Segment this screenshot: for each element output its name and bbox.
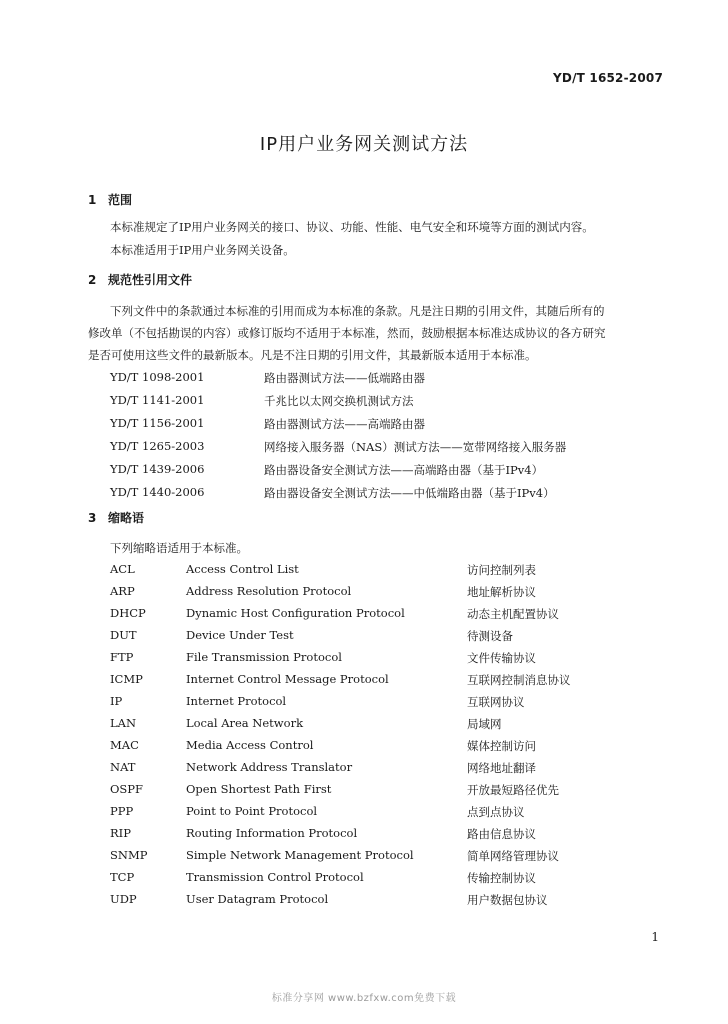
section-2-intro-line: 下列文件中的条款通过本标准的引用而成为本标准的条款。凡是注日期的引用文件，其随后所有的 [110,304,605,318]
abbreviation: ACL [110,562,135,576]
abbreviation: MAC [110,738,139,752]
abbreviation: PPP [110,804,134,818]
abbreviation: TCP [110,870,135,884]
abbreviation: OSPF [110,782,144,796]
abbreviation-chinese-name: 访问控制列表 [467,563,536,577]
abbreviation-full-name: Open Shortest Path First [186,782,332,796]
abbreviation-full-name: Internet Protocol [186,694,287,708]
abbreviation-chinese-name: 动态主机配置协议 [467,607,559,621]
page-title: IP用户业务网关测试方法 [259,134,469,155]
reference-code: YD/T 1156-2001 [110,416,205,430]
section-2-heading [88,271,192,288]
abbreviation-chinese-name: 开放最短路径优先 [467,783,559,797]
abbreviation: ICMP [110,672,143,686]
section-title: 缩略语 [108,511,145,525]
standard-code: YD/T 1652-2007 [553,71,663,85]
section-number: 3 [88,511,97,525]
abbreviation-full-name: Address Resolution Protocol [186,584,352,598]
footer-watermark: 标准分享网 www.bzfxw.com免费下载 [271,993,457,1004]
abbreviation-chinese-name: 地址解析协议 [467,585,536,599]
abbreviation: UDP [110,892,137,906]
abbreviation-full-name: Simple Network Management Protocol [186,848,414,862]
reference-title: 路由器设备安全测试方法——中低端路由器（基于IPv4） [264,486,555,500]
reference-title: 路由器设备安全测试方法——高端路由器（基于IPv4） [264,463,544,477]
abbreviation-chinese-name: 媒体控制访问 [467,739,536,753]
abbreviation-chinese-name: 简单网络管理协议 [467,849,559,863]
abbreviation-full-name: File Transmission Protocol [186,650,342,664]
reference-title: 网络接入服务器（NAS）测试方法——宽带网络接入服务器 [264,440,567,454]
abbreviation: RIP [110,826,131,840]
abbreviation-full-name: Point to Point Protocol [186,804,318,818]
section-1-paragraph: 本标准适用于IP用户业务网关设备。 [110,243,295,257]
section-number: 1 [88,193,97,207]
reference-title: 路由器测试方法——低端路由器 [264,371,425,385]
reference-code: YD/T 1440-2006 [110,485,205,499]
abbreviation: IP [110,694,123,708]
abbreviation-chinese-name: 路由信息协议 [467,827,536,841]
abbreviation: DHCP [110,606,146,620]
reference-title: 路由器测试方法——高端路由器 [264,417,425,431]
abbreviation-chinese-name: 互联网控制消息协议 [467,673,571,687]
section-2-intro-line: 修改单（不包括勘误的内容）或修订版均不适用于本标准，然而，鼓励根据本标准达成协议的各方研究 [88,326,606,340]
abbreviation: NAT [110,760,136,774]
abbreviation-chinese-name: 待测设备 [467,629,513,643]
abbreviation-chinese-name: 用户数据包协议 [467,893,548,907]
abbreviation-full-name: Dynamic Host Configuration Protocol [186,606,405,620]
abbreviation-chinese-name: 文件传输协议 [467,651,536,665]
abbreviation-chinese-name: 网络地址翻译 [467,761,536,775]
abbreviation-full-name: User Datagram Protocol [186,892,329,906]
abbreviation-chinese-name: 局域网 [467,717,502,731]
abbreviation-full-name: Network Address Translator [186,760,353,774]
reference-code: YD/T 1098-2001 [110,370,205,384]
section-title: 范围 [108,193,133,207]
section-2-intro-line: 是否可使用这些文件的最新版本。凡是不注日期的引用文件，其最新版本适用于本标准。 [88,348,537,362]
abbreviation-full-name: Local Area Network [186,716,304,730]
abbreviation-full-name: Access Control List [186,562,299,576]
abbreviation-chinese-name: 互联网协议 [467,695,525,709]
abbreviation: SNMP [110,848,148,862]
abbreviation-full-name: Transmission Control Protocol [186,870,364,884]
section-3-intro: 下列缩略语适用于本标准。 [110,541,248,555]
abbreviation: FTP [110,650,134,664]
abbreviation-full-name: Media Access Control [186,738,314,752]
abbreviation: LAN [110,716,137,730]
abbreviation-chinese-name: 传输控制协议 [467,871,536,885]
section-1-heading [88,191,132,208]
section-number: 2 [88,273,97,287]
section-1-paragraph: 本标准规定了IP用户业务网关的接口、协议、功能、性能、电气安全和环境等方面的测试内容。 [110,220,594,234]
abbreviation-full-name: Device Under Test [186,628,294,642]
abbreviation-chinese-name: 点到点协议 [467,805,525,819]
abbreviation-full-name: Routing Information Protocol [186,826,358,840]
page-number: 1 [651,930,659,944]
section-3-heading [88,509,144,526]
reference-title: 千兆比以太网交换机测试方法 [264,394,414,408]
reference-code: YD/T 1439-2006 [110,462,205,476]
abbreviation: DUT [110,628,137,642]
abbreviation: ARP [110,584,135,598]
abbreviation-full-name: Internet Control Message Protocol [186,672,389,686]
reference-code: YD/T 1265-2003 [110,439,205,453]
section-title: 规范性引用文件 [108,273,193,287]
reference-code: YD/T 1141-2001 [110,393,205,407]
